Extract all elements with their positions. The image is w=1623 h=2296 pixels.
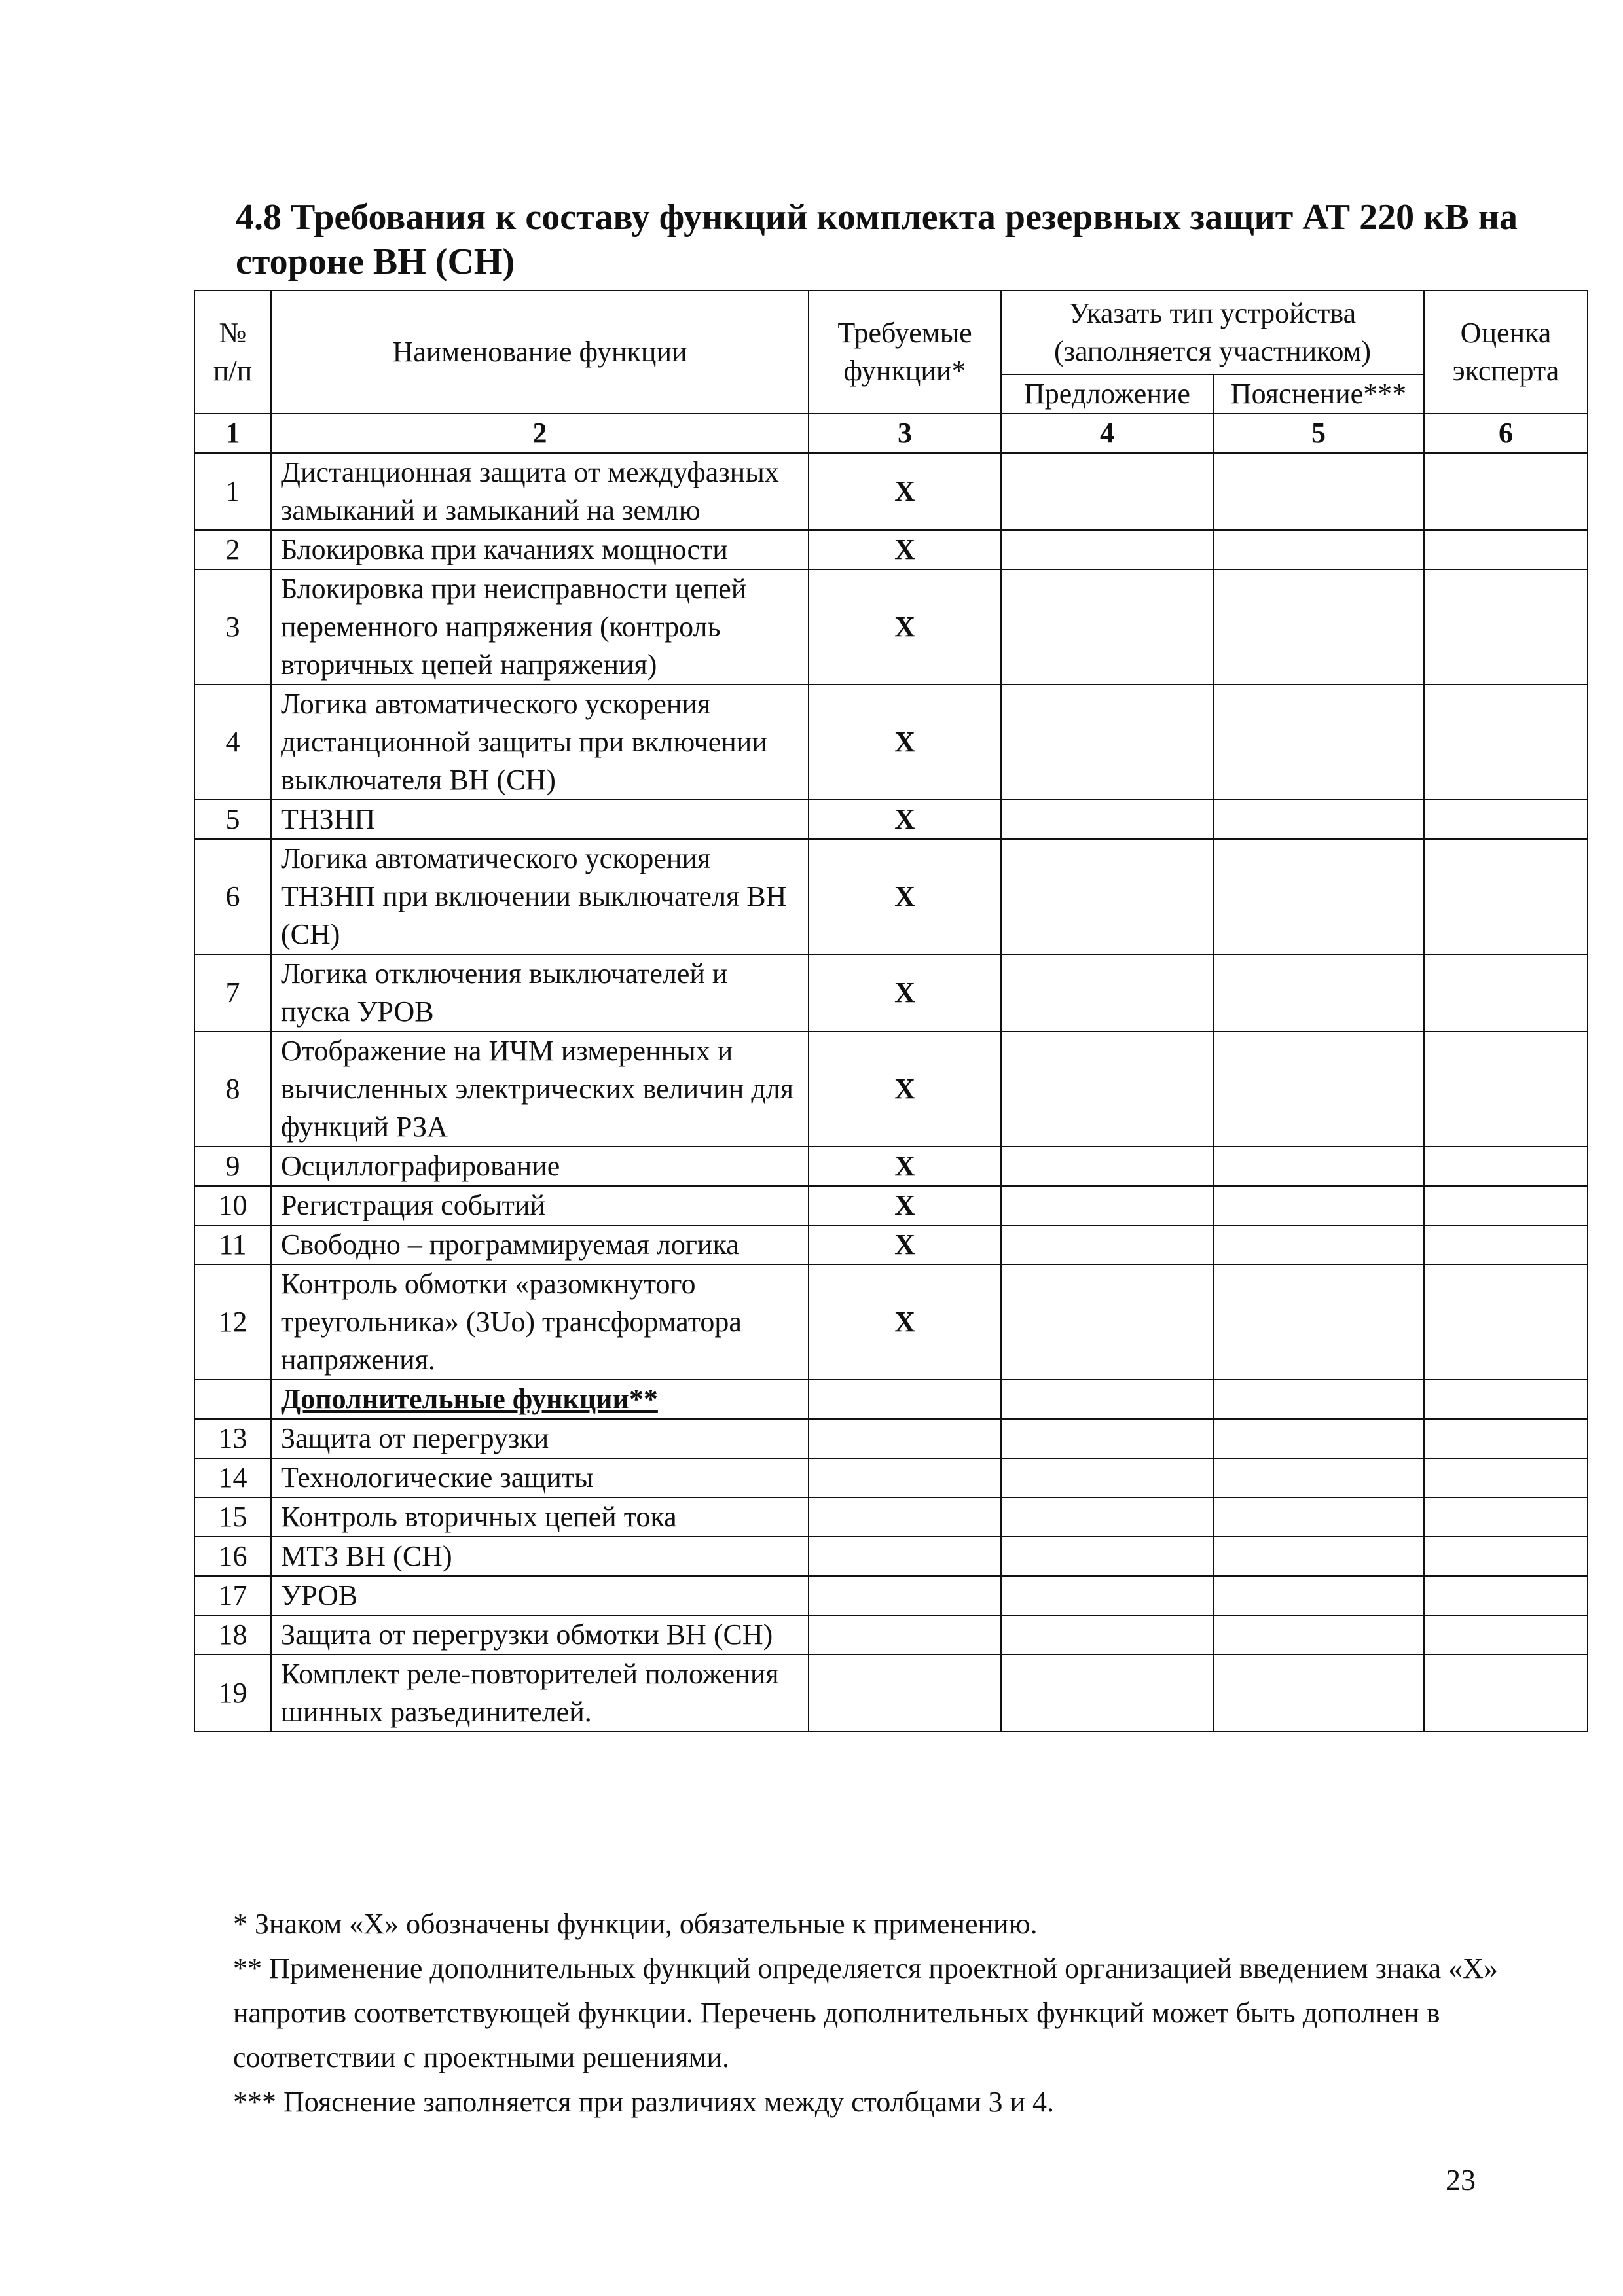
table-row	[194, 1031, 1588, 1147]
column-number: 3	[809, 414, 1001, 453]
row-number: 8	[194, 1031, 271, 1147]
header-device: Указать тип устройства (заполняется участником)	[1001, 291, 1424, 374]
required-mark: X	[809, 685, 1001, 800]
footnote: * Знаком «Х» обозначены функции, обязательные к применению.	[233, 1908, 1038, 1940]
expert-rating-cell[interactable]	[1424, 569, 1588, 685]
table-row	[194, 954, 1588, 1031]
section-row-additional	[194, 1380, 1588, 1419]
expert-rating-cell[interactable]	[1424, 954, 1588, 1031]
row-number: 17	[194, 1576, 271, 1615]
footnote: ** Применение дополнительных функций определяется проектной организацией введением знака «Х» напротив соответствующей функции. Перечень дополнительных функций может быть дополнен в соответствии с проектными решениями.	[233, 1952, 1498, 2073]
proposal-cell[interactable]	[1001, 1031, 1213, 1147]
column-numbers-row	[194, 414, 1588, 453]
function-name: Защита от перегрузки обмотки ВН (СН)	[271, 1615, 809, 1655]
required-mark: X	[809, 453, 1001, 530]
table-row	[194, 1498, 1588, 1537]
table-row	[194, 1419, 1588, 1458]
row-number: 10	[194, 1186, 271, 1225]
required-mark	[809, 1537, 1001, 1576]
proposal-cell[interactable]	[1001, 1615, 1213, 1655]
function-name: Свободно – программируемая логика	[271, 1225, 809, 1265]
proposal-cell[interactable]	[1001, 1537, 1213, 1576]
expert-rating-cell[interactable]	[1424, 1225, 1588, 1265]
proposal-cell[interactable]	[1001, 1225, 1213, 1265]
explanation-cell[interactable]	[1213, 839, 1424, 954]
table-row	[194, 1186, 1588, 1225]
explanation-cell[interactable]	[1213, 1537, 1424, 1576]
section-title: 4.8 Требования к составу функций комплекта резервных защит АТ 220 кВ на стороне ВН (СН)	[236, 197, 1518, 282]
proposal-cell[interactable]	[1001, 1380, 1213, 1419]
column-number: 6	[1424, 414, 1588, 453]
proposal-cell[interactable]	[1001, 1147, 1213, 1186]
expert-rating-cell[interactable]	[1424, 530, 1588, 569]
expert-rating-cell[interactable]	[1424, 685, 1588, 800]
proposal-cell[interactable]	[1001, 569, 1213, 685]
required-mark: X	[809, 839, 1001, 954]
proposal-cell[interactable]	[1001, 453, 1213, 530]
row-number: 19	[194, 1655, 271, 1732]
proposal-cell[interactable]	[1001, 1458, 1213, 1498]
row-number: 6	[194, 839, 271, 954]
header-num: № п/п	[194, 291, 271, 414]
column-number: 5	[1213, 414, 1424, 453]
required-mark	[809, 1419, 1001, 1458]
column-number: 4	[1001, 414, 1213, 453]
expert-rating-cell[interactable]	[1424, 1498, 1588, 1537]
table-row	[194, 530, 1588, 569]
proposal-cell[interactable]	[1001, 1265, 1213, 1380]
row-number: 7	[194, 954, 271, 1031]
proposal-cell[interactable]	[1001, 839, 1213, 954]
footnote: *** Пояснение заполняется при различиях между столбцами 3 и 4.	[233, 2086, 1055, 2118]
row-number: 5	[194, 800, 271, 839]
function-name: Контроль обмотки «разомкнутого треугольника» (3Uo) трансформатора напряжения.	[271, 1265, 809, 1380]
expert-rating-cell[interactable]	[1424, 839, 1588, 954]
required-mark: X	[809, 800, 1001, 839]
row-number: 14	[194, 1458, 271, 1498]
function-name: Логика автоматического ускорения ТНЗНП при включении выключателя ВН (СН)	[271, 839, 809, 954]
function-name: Технологические защиты	[271, 1458, 809, 1498]
explanation-cell[interactable]	[1213, 685, 1424, 800]
row-number: 13	[194, 1419, 271, 1458]
row-number: 1	[194, 453, 271, 530]
explanation-cell[interactable]	[1213, 530, 1424, 569]
function-name: Регистрация событий	[271, 1186, 809, 1225]
row-number: 3	[194, 569, 271, 685]
section-label: Дополнительные функции**	[271, 1380, 809, 1419]
function-name: Логика автоматического ускорения дистанционной защиты при включении выключателя ВН (СН)	[271, 685, 809, 800]
proposal-cell[interactable]	[1001, 1576, 1213, 1615]
required-mark	[809, 1655, 1001, 1732]
proposal-cell[interactable]	[1001, 1186, 1213, 1225]
table-row	[194, 1458, 1588, 1498]
table-row	[194, 569, 1588, 685]
expert-rating-cell[interactable]	[1424, 1380, 1588, 1419]
row-number	[194, 1380, 271, 1419]
expert-rating-cell[interactable]	[1424, 1419, 1588, 1458]
explanation-cell[interactable]	[1213, 1186, 1424, 1225]
header-explanation: Пояснение***	[1213, 374, 1424, 414]
required-mark: X	[809, 1147, 1001, 1186]
function-name: ТНЗНП	[271, 800, 809, 839]
table-body	[194, 453, 1588, 1732]
explanation-cell[interactable]	[1213, 1498, 1424, 1537]
row-number: 12	[194, 1265, 271, 1380]
row-number: 11	[194, 1225, 271, 1265]
row-number: 9	[194, 1147, 271, 1186]
expert-rating-cell[interactable]	[1424, 1576, 1588, 1615]
proposal-cell[interactable]	[1001, 1655, 1213, 1732]
required-mark: X	[809, 954, 1001, 1031]
table-row	[194, 453, 1588, 530]
required-mark	[809, 1498, 1001, 1537]
required-mark	[809, 1458, 1001, 1498]
function-name: Контроль вторичных цепей тока	[271, 1498, 809, 1537]
explanation-cell[interactable]	[1213, 954, 1424, 1031]
function-name: Отображение на ИЧМ измеренных и вычисленных электрических величин для функций РЗА	[271, 1031, 809, 1147]
explanation-cell[interactable]	[1213, 1225, 1424, 1265]
required-mark: X	[809, 569, 1001, 685]
row-number: 18	[194, 1615, 271, 1655]
explanation-cell[interactable]	[1213, 1419, 1424, 1458]
function-name: Дистанционная защита от междуфазных замыканий и замыканий на землю	[271, 453, 809, 530]
explanation-cell[interactable]	[1213, 1265, 1424, 1380]
explanation-cell[interactable]	[1213, 800, 1424, 839]
proposal-cell[interactable]	[1001, 954, 1213, 1031]
required-mark: X	[809, 1031, 1001, 1147]
explanation-cell[interactable]	[1213, 1147, 1424, 1186]
table-row	[194, 839, 1588, 954]
required-mark	[809, 1615, 1001, 1655]
header-expert: Оценка эксперта	[1424, 291, 1588, 414]
required-mark	[809, 1576, 1001, 1615]
required-mark	[809, 1380, 1001, 1419]
function-name: УРОВ	[271, 1576, 809, 1615]
header-required: Требуемые функции*	[809, 291, 1001, 414]
expert-rating-cell[interactable]	[1424, 1458, 1588, 1498]
table-row	[194, 1147, 1588, 1186]
proposal-cell[interactable]	[1001, 530, 1213, 569]
row-number: 4	[194, 685, 271, 800]
table-row	[194, 1225, 1588, 1265]
expert-rating-cell[interactable]	[1424, 1186, 1588, 1225]
table-row	[194, 1537, 1588, 1576]
table-row	[194, 1615, 1588, 1655]
expert-rating-cell[interactable]	[1424, 1655, 1588, 1732]
footnotes	[233, 1902, 1549, 2125]
function-name: Комплект реле-повторителей положения шинных разъединителей.	[271, 1655, 809, 1732]
row-number: 15	[194, 1498, 271, 1537]
header-name: Наименование функции	[271, 291, 809, 414]
required-mark: X	[809, 530, 1001, 569]
expert-rating-cell[interactable]	[1424, 1147, 1588, 1186]
explanation-cell[interactable]	[1213, 453, 1424, 530]
page-number: 23	[1446, 2163, 1476, 2197]
expert-rating-cell[interactable]	[1424, 1615, 1588, 1655]
function-name: Защита от перегрузки	[271, 1419, 809, 1458]
explanation-cell[interactable]	[1213, 1615, 1424, 1655]
explanation-cell[interactable]	[1213, 1576, 1424, 1615]
required-mark: X	[809, 1186, 1001, 1225]
explanation-cell[interactable]	[1213, 1655, 1424, 1732]
required-mark: X	[809, 1225, 1001, 1265]
table-row	[194, 800, 1588, 839]
table-row	[194, 1265, 1588, 1380]
table-row	[194, 1576, 1588, 1615]
proposal-cell[interactable]	[1001, 800, 1213, 839]
header-proposal: Предложение	[1001, 374, 1213, 414]
explanation-cell[interactable]	[1213, 1031, 1424, 1147]
explanation-cell[interactable]	[1213, 569, 1424, 685]
function-name: Осциллографирование	[271, 1147, 809, 1186]
column-number: 2	[271, 414, 809, 453]
table-row	[194, 1655, 1588, 1732]
function-name: Блокировка при качаниях мощности	[271, 530, 809, 569]
expert-rating-cell[interactable]	[1424, 1031, 1588, 1147]
function-name: Блокировка при неисправности цепей переменного напряжения (контроль вторичных цепей напряжения)	[271, 569, 809, 685]
expert-rating-cell[interactable]	[1424, 453, 1588, 530]
proposal-cell[interactable]	[1001, 685, 1213, 800]
expert-rating-cell[interactable]	[1424, 800, 1588, 839]
proposal-cell[interactable]	[1001, 1498, 1213, 1537]
table-row	[194, 685, 1588, 800]
explanation-cell[interactable]	[1213, 1380, 1424, 1419]
row-number: 2	[194, 530, 271, 569]
requirements-table	[194, 290, 1588, 1732]
explanation-cell[interactable]	[1213, 1458, 1424, 1498]
row-number: 16	[194, 1537, 271, 1576]
function-name: Логика отключения выключателей и пуска УРОВ	[271, 954, 809, 1031]
proposal-cell[interactable]	[1001, 1419, 1213, 1458]
column-number: 1	[194, 414, 271, 453]
function-name: МТЗ ВН (СН)	[271, 1537, 809, 1576]
expert-rating-cell[interactable]	[1424, 1265, 1588, 1380]
expert-rating-cell[interactable]	[1424, 1537, 1588, 1576]
required-mark: X	[809, 1265, 1001, 1380]
